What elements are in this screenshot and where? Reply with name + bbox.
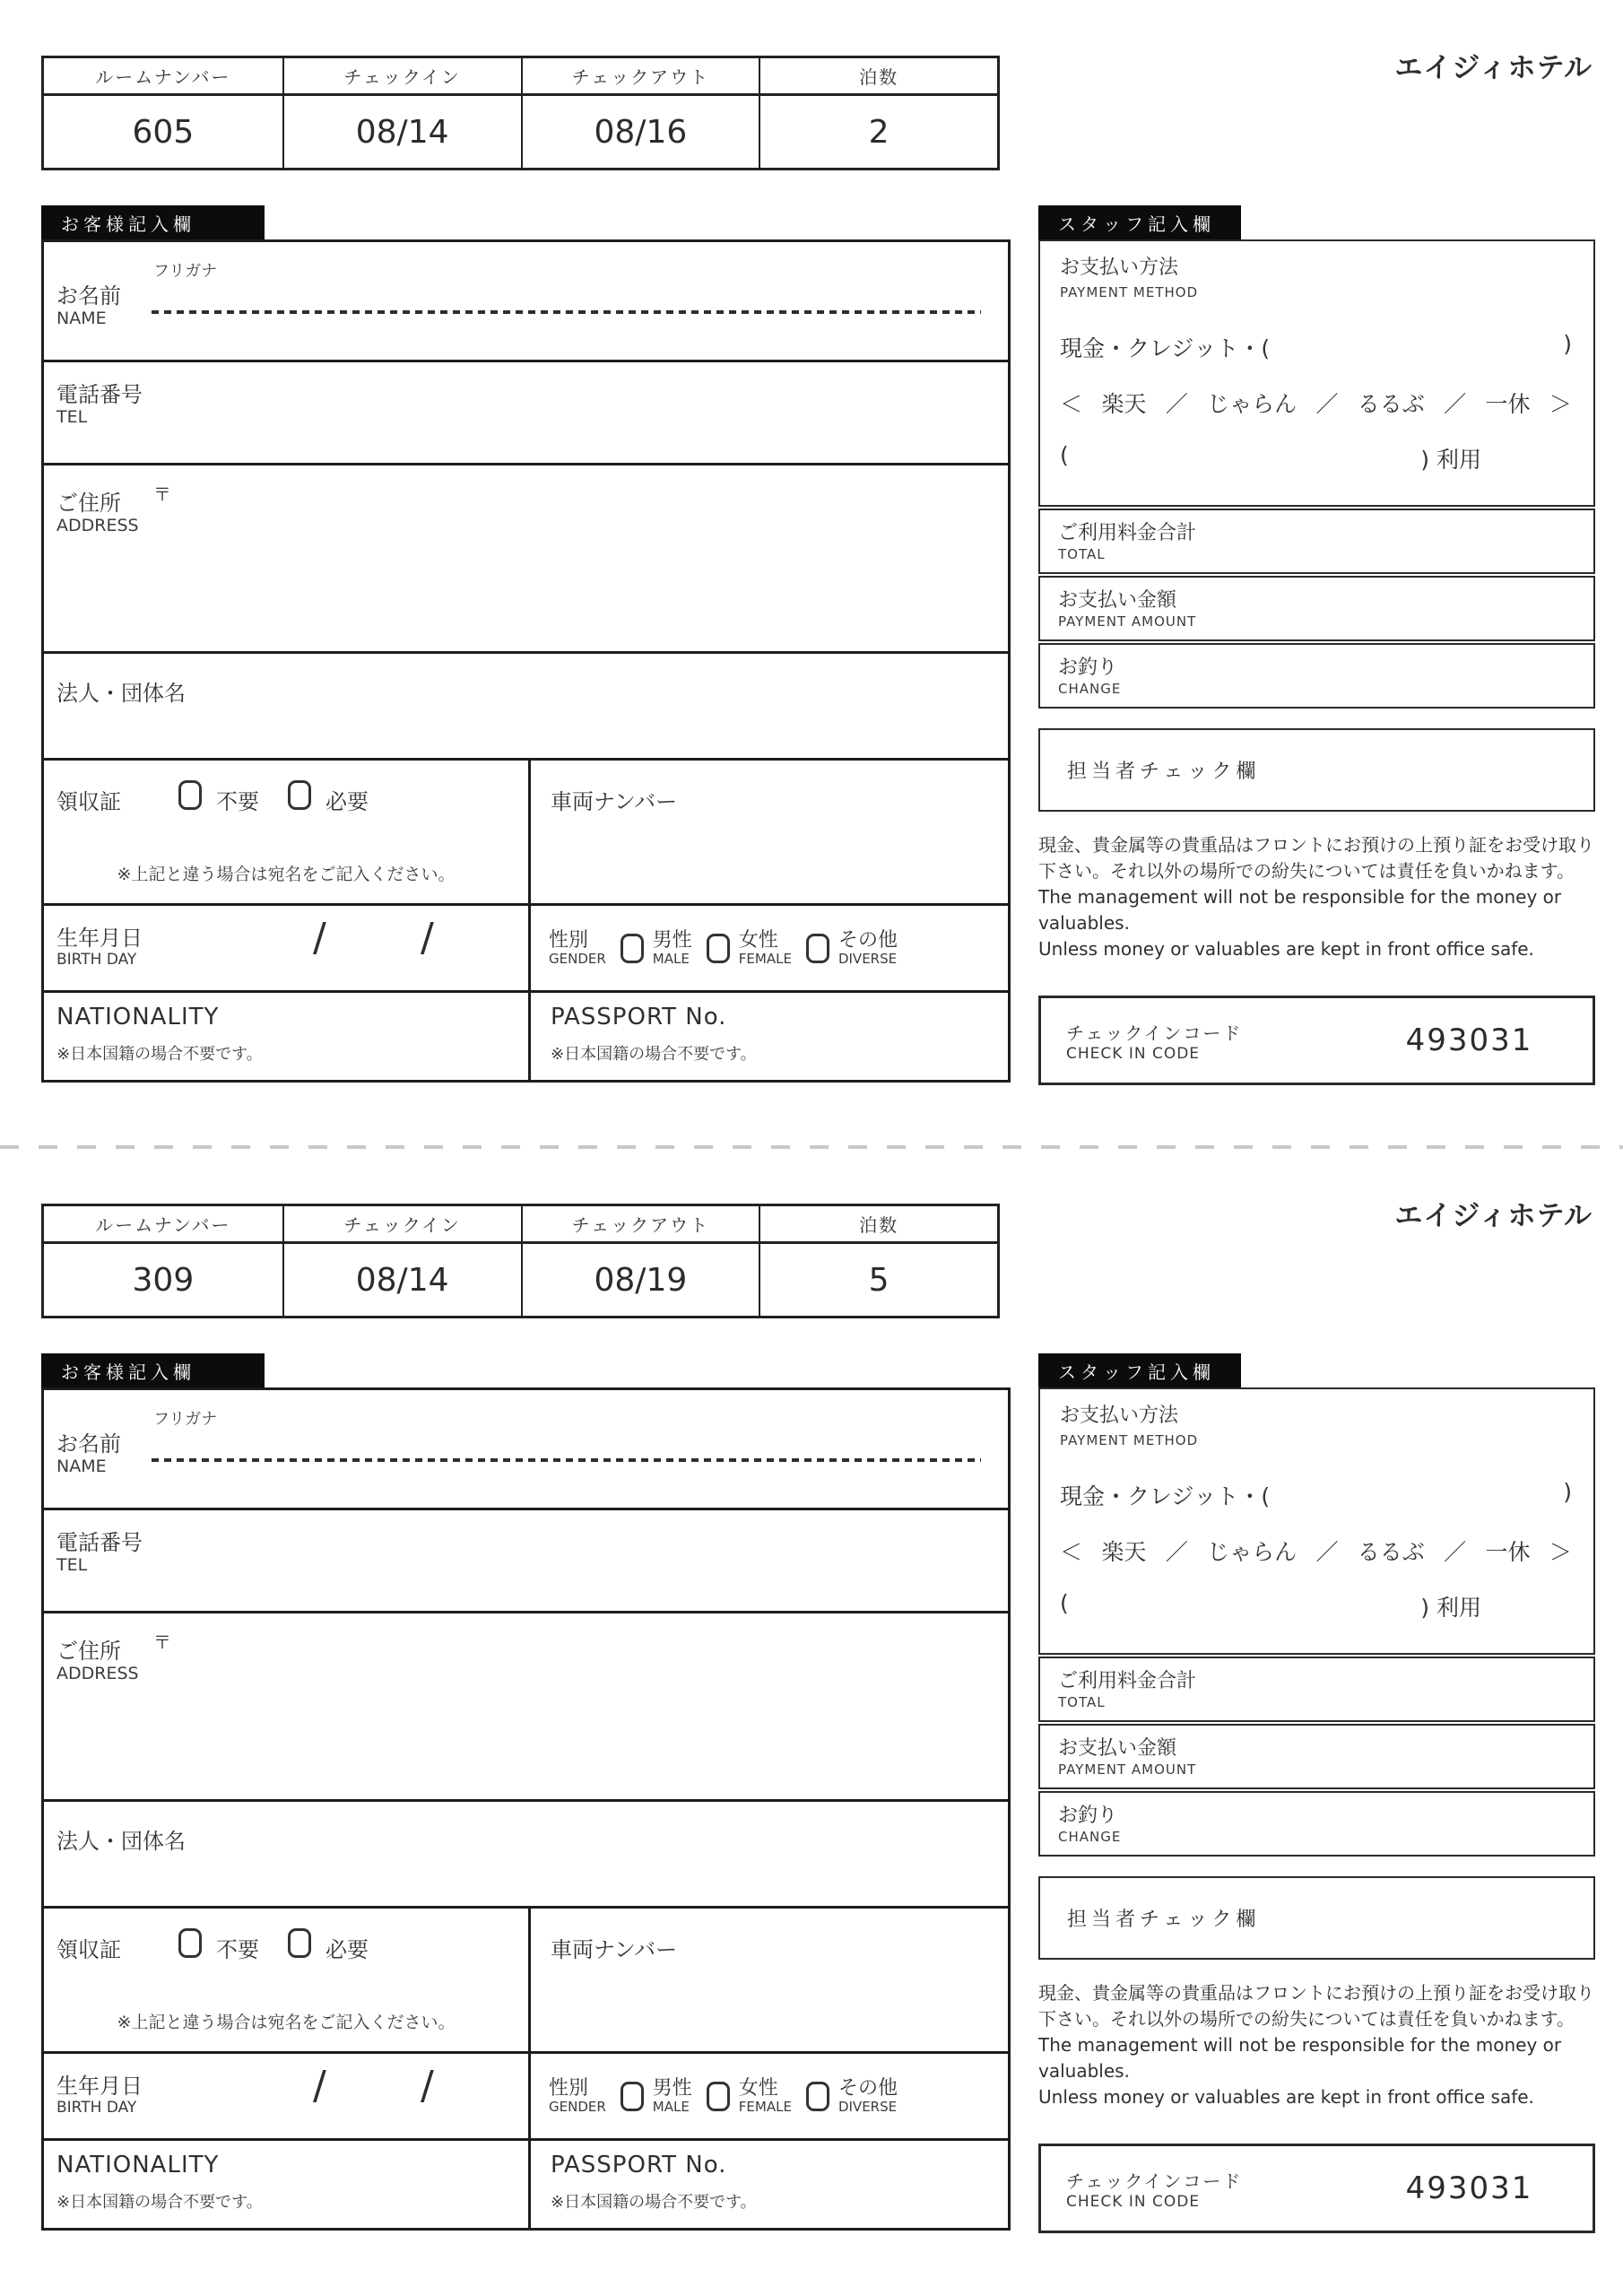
total-label: ご利用料金合計 (1058, 522, 1197, 544)
female-checkbox[interactable] (707, 934, 730, 963)
valuables-notice (1038, 1980, 1599, 2110)
payment-amount-label: お支払い金額 (1058, 589, 1177, 612)
valuables-notice-en1: The management will not be responsible for the money or valuables. (1038, 2034, 1562, 2082)
corporate-label: 法人・団体名 (56, 1829, 186, 1854)
change-sublabel: CHANGE (1058, 680, 1122, 697)
receipt-label: 領収証 (56, 1937, 121, 1962)
total-sublabel: TOTAL (1058, 1693, 1106, 1710)
valuables-notice (1038, 832, 1599, 962)
receipt-not-needed-checkbox[interactable] (178, 1928, 202, 1958)
gender-sublabel: GENDER (549, 950, 606, 967)
address-field-row (44, 465, 1008, 654)
ota-open-bracket: ＜ (1060, 1539, 1083, 1565)
hotel-name: エイジィホテル (1394, 52, 1593, 84)
other-label: その他 (838, 2076, 898, 2100)
vehicle-number-cell (531, 761, 1008, 903)
ota-open-bracket: ＜ (1060, 391, 1083, 417)
name-label: お名前 (56, 283, 121, 309)
receipt-not-needed-label: 不要 (216, 789, 259, 814)
ota-option-ikkyu: 一休 (1485, 1539, 1531, 1565)
checkin-code-label-group (1041, 1019, 1346, 1063)
checkin-code-sublabel: CHECK IN CODE (1066, 2192, 1201, 2211)
cash-credit-line (1060, 1479, 1572, 1511)
receipt-not-needed-label: 不要 (216, 1937, 259, 1962)
birthday-label: 生年月日 (56, 926, 143, 951)
staff-section-tab: スタッフ記入欄 (1038, 1353, 1241, 1387)
nights-header: 泊数 (759, 1206, 997, 1244)
receipt-label: 領収証 (56, 789, 121, 814)
nationality-note: ※日本国籍の場合不要です。 (56, 2193, 263, 2212)
valuables-notice-en2: Unless money or valuables are kept in front office safe. (1038, 2086, 1534, 2108)
room-number-header: ルームナンバー (44, 58, 282, 96)
gender-option-male (621, 930, 692, 967)
payment-method-box (1038, 239, 1595, 507)
ota-option-ikkyu: 一休 (1485, 391, 1531, 417)
nationality-cell (44, 2141, 531, 2228)
nationality-label: NATIONALITY (56, 2152, 220, 2179)
payment-method-box (1038, 1387, 1595, 1655)
change-label: お釣り (1058, 1805, 1118, 1827)
postal-mark: 〒 (153, 1631, 171, 1653)
female-label: 女性 (738, 928, 778, 952)
ota-separator: ／ (1165, 391, 1188, 417)
male-label: 男性 (652, 2076, 692, 2100)
payment-amount-sublabel: PAYMENT AMOUNT (1058, 613, 1197, 630)
valuables-notice-jp: 現金、貴金属等の貴重品はフロントにお預けの上預り証をお受け取り下さい。それ以外の場所での紛失については責任を負いかねます。 (1038, 834, 1594, 882)
payment-amount-box (1038, 576, 1595, 641)
change-sublabel: CHANGE (1058, 1828, 1122, 1845)
other-label-group (838, 2078, 898, 2115)
ota-separator: ／ (1315, 1539, 1339, 1565)
ota-separator: ／ (1315, 391, 1339, 417)
vehicle-number-label: 車両ナンバー (551, 1937, 678, 1962)
male-label-group (653, 930, 692, 967)
other-label: その他 (838, 928, 898, 952)
nationality-passport-row (44, 993, 1008, 1080)
name-field-row (44, 1390, 1008, 1510)
checkin-code-value: 493031 (1405, 1022, 1533, 1058)
hotel-name: エイジィホテル (1394, 1200, 1593, 1232)
furigana-label: フリガナ (153, 1410, 218, 1429)
cash-credit-label: 現金・クレジット・( (1060, 1483, 1271, 1509)
gender-label: 性別 (549, 928, 589, 952)
tel-label: 電話番号 (56, 382, 143, 407)
cash-credit-label: 現金・クレジット・( (1060, 335, 1271, 361)
passport-note: ※日本国籍の場合不要です。 (551, 2193, 757, 2212)
ota-option-jalan: じゃらん (1207, 391, 1298, 417)
tel-field-row (44, 1510, 1008, 1613)
corporate-field-row (44, 654, 1008, 761)
vehicle-number-label: 車両ナンバー (551, 789, 678, 814)
nationality-note: ※日本国籍の場合不要です。 (56, 1045, 263, 1064)
ota-option-rakuten: 楽天 (1101, 391, 1147, 417)
ota-options-line (1060, 1535, 1572, 1567)
staff-check-label: 担当者チェック欄 (1067, 761, 1261, 783)
address-label: ご住所 (56, 491, 121, 516)
gender-option-male (621, 2078, 692, 2115)
male-sublabel: MALE (652, 2098, 690, 2115)
receipt-not-needed-checkbox[interactable] (178, 780, 202, 810)
change-label: お釣り (1058, 657, 1118, 679)
passport-label: PASSPORT No. (551, 2152, 727, 2179)
birthday-cell (44, 906, 531, 990)
gender-cell (531, 906, 1008, 990)
name-label: お名前 (56, 1431, 121, 1457)
name-field-row (44, 242, 1008, 362)
ota-separator: ／ (1444, 391, 1467, 417)
ota-options-line (1060, 387, 1572, 419)
receipt-vehicle-row (44, 761, 1008, 906)
birthday-sublabel: BIRTH DAY (56, 951, 137, 969)
nationality-label: NATIONALITY (56, 1004, 220, 1031)
payment-amount-label: お支払い金額 (1058, 1737, 1177, 1760)
male-checkbox[interactable] (621, 934, 644, 963)
ota-separator: ／ (1444, 1539, 1467, 1565)
staff-check-box (1038, 728, 1595, 812)
female-sublabel: FEMALE (738, 950, 792, 967)
change-box (1038, 1791, 1595, 1857)
date-slash-1: / (313, 2063, 326, 2109)
date-slash-2: / (421, 2063, 434, 2109)
cash-credit-close-paren: ) (1563, 331, 1572, 357)
receipt-needed-checkbox[interactable] (288, 780, 311, 810)
birthday-sublabel: BIRTH DAY (56, 2099, 137, 2117)
ota-option-rurubu: るるぶ (1357, 1539, 1425, 1565)
room-number-value: 605 (132, 113, 195, 151)
checkout-header: チェックアウト (521, 1206, 759, 1244)
total-sublabel: TOTAL (1058, 545, 1106, 562)
other-sublabel: DIVERSE (838, 2098, 898, 2115)
nights-value: 2 (759, 96, 997, 168)
tel-sublabel: TEL (56, 407, 88, 427)
female-label-group (739, 2078, 792, 2115)
cash-credit-close-paren: ) (1563, 1479, 1572, 1505)
receipt-cell (44, 761, 531, 903)
ota-close-bracket: ＞ (1549, 391, 1572, 417)
male-checkbox[interactable] (621, 2082, 644, 2111)
male-label-group (653, 2078, 692, 2115)
room-number-value: 309 (132, 1261, 195, 1299)
gender-cell (531, 2054, 1008, 2138)
ota-used-suffix: ) 利用 (1420, 1595, 1481, 1621)
ota-option-rakuten: 楽天 (1101, 1539, 1147, 1565)
other-label-group (838, 930, 898, 967)
valuables-notice-en1: The management will not be responsible for the money or valuables. (1038, 886, 1562, 934)
birthday-label: 生年月日 (56, 2074, 143, 2099)
male-label: 男性 (652, 928, 692, 952)
total-box (1038, 509, 1595, 574)
nights-value: 5 (759, 1244, 997, 1316)
checkin-code-value: 493031 (1405, 2170, 1533, 2206)
customer-entry-box (41, 239, 1011, 1083)
staff-check-label: 担当者チェック欄 (1067, 1909, 1261, 1931)
receipt-needed-label: 必要 (325, 1937, 369, 1962)
payment-method-label: お支払い方法 (1060, 257, 1179, 279)
gender-option-other (806, 2078, 898, 2115)
ota-separator: ／ (1165, 1539, 1188, 1565)
ota-option-jalan: じゃらん (1207, 1539, 1298, 1565)
birthday-gender-row (44, 2054, 1008, 2141)
valuables-notice-jp: 現金、貴金属等の貴重品はフロントにお預けの上預り証をお受け取り下さい。それ以外の場所での紛失については責任を負いかねます。 (1038, 1982, 1594, 2030)
gender-label-group (549, 2078, 606, 2115)
furigana-label: フリガナ (153, 262, 218, 281)
gender-label-group (549, 930, 606, 967)
guest-registration-form (0, 1148, 1623, 2296)
valuables-notice-en2: Unless money or valuables are kept in front office safe. (1038, 938, 1534, 960)
total-label: ご利用料金合計 (1058, 1670, 1197, 1692)
vehicle-number-cell (531, 1909, 1008, 2051)
payment-method-sublabel: PAYMENT METHOD (1060, 284, 1199, 300)
customer-entry-box (41, 1387, 1011, 2231)
staff-section-tab: スタッフ記入欄 (1038, 205, 1241, 239)
customer-section-tab: お客様記入欄 (41, 1353, 265, 1387)
gender-option-female (707, 930, 792, 967)
tel-label: 電話番号 (56, 1530, 143, 1555)
tel-sublabel: TEL (56, 1555, 88, 1575)
change-box (1038, 643, 1595, 709)
female-checkbox[interactable] (707, 2082, 730, 2111)
gender-option-female (707, 2078, 792, 2115)
nationality-passport-row (44, 2141, 1008, 2228)
nights-header: 泊数 (759, 58, 997, 96)
ota-used-line (1060, 1590, 1481, 1622)
staff-check-box (1038, 1876, 1595, 1960)
female-label-group (739, 930, 792, 967)
birthday-cell (44, 2054, 531, 2138)
male-sublabel: MALE (652, 950, 690, 967)
ota-close-bracket: ＞ (1549, 1539, 1572, 1565)
tel-field-row (44, 362, 1008, 465)
ota-used-suffix: ) 利用 (1420, 447, 1481, 473)
payment-method-label: お支払い方法 (1060, 1405, 1179, 1427)
other-sublabel: DIVERSE (838, 950, 898, 967)
room-number-header: ルームナンバー (44, 1206, 282, 1244)
corporate-label: 法人・団体名 (56, 681, 186, 706)
other-gender-checkbox[interactable] (806, 2082, 829, 2111)
ota-used-open-paren: ( (1060, 1590, 1069, 1616)
checkin-code-label: チェックインコード (1066, 1022, 1243, 1044)
stay-summary-table (41, 1204, 1000, 1318)
furigana-write-line[interactable] (152, 1458, 981, 1462)
furigana-write-line[interactable] (152, 310, 981, 314)
passport-cell (531, 993, 1008, 1080)
birthday-gender-row (44, 906, 1008, 993)
name-sublabel: NAME (56, 1457, 107, 1476)
date-slash-2: / (421, 915, 434, 961)
gender-sublabel: GENDER (549, 2098, 606, 2115)
female-sublabel: FEMALE (738, 2098, 792, 2115)
checkin-code-box (1038, 2144, 1595, 2233)
checkin-header: チェックイン (282, 58, 521, 96)
name-sublabel: NAME (56, 309, 107, 328)
address-sublabel: ADDRESS (56, 516, 139, 535)
female-label: 女性 (738, 2076, 778, 2100)
passport-note: ※日本国籍の場合不要です。 (551, 1045, 757, 1064)
gender-option-other (806, 930, 898, 967)
checkin-code-box (1038, 996, 1595, 1085)
ota-option-rurubu: るるぶ (1357, 391, 1425, 417)
receipt-needed-checkbox[interactable] (288, 1928, 311, 1958)
receipt-vehicle-row (44, 1909, 1008, 2054)
payment-amount-sublabel: PAYMENT AMOUNT (1058, 1761, 1197, 1778)
checkin-value: 08/14 (282, 1244, 521, 1316)
checkin-code-label-group (1041, 2167, 1346, 2211)
checkin-header: チェックイン (282, 1206, 521, 1244)
address-sublabel: ADDRESS (56, 1664, 139, 1683)
payment-method-sublabel: PAYMENT METHOD (1060, 1432, 1199, 1448)
total-box (1038, 1657, 1595, 1722)
date-slash-1: / (313, 915, 326, 961)
checkout-value: 08/16 (521, 96, 759, 168)
payment-amount-box (1038, 1724, 1595, 1789)
nationality-cell (44, 993, 531, 1080)
passport-label: PASSPORT No. (551, 1004, 727, 1031)
stay-summary-table (41, 56, 1000, 170)
receipt-note: ※上記と違う場合は宛名をご記入ください。 (117, 865, 456, 884)
checkin-code-label: チェックインコード (1066, 2170, 1243, 2192)
gender-label: 性別 (549, 2076, 589, 2100)
corporate-field-row (44, 1802, 1008, 1909)
ota-used-open-paren: ( (1060, 442, 1069, 468)
customer-section-tab: お客様記入欄 (41, 205, 265, 239)
receipt-note: ※上記と違う場合は宛名をご記入ください。 (117, 2013, 456, 2032)
receipt-cell (44, 1909, 531, 2051)
address-field-row (44, 1613, 1008, 1802)
other-gender-checkbox[interactable] (806, 934, 829, 963)
checkin-value: 08/14 (282, 96, 521, 168)
cash-credit-line (1060, 331, 1572, 363)
receipt-needed-label: 必要 (325, 789, 369, 814)
checkin-code-sublabel: CHECK IN CODE (1066, 1044, 1201, 1063)
address-label: ご住所 (56, 1639, 121, 1664)
passport-cell (531, 2141, 1008, 2228)
checkout-value: 08/19 (521, 1244, 759, 1316)
checkout-header: チェックアウト (521, 58, 759, 96)
ota-used-line (1060, 442, 1481, 474)
postal-mark: 〒 (153, 483, 171, 505)
